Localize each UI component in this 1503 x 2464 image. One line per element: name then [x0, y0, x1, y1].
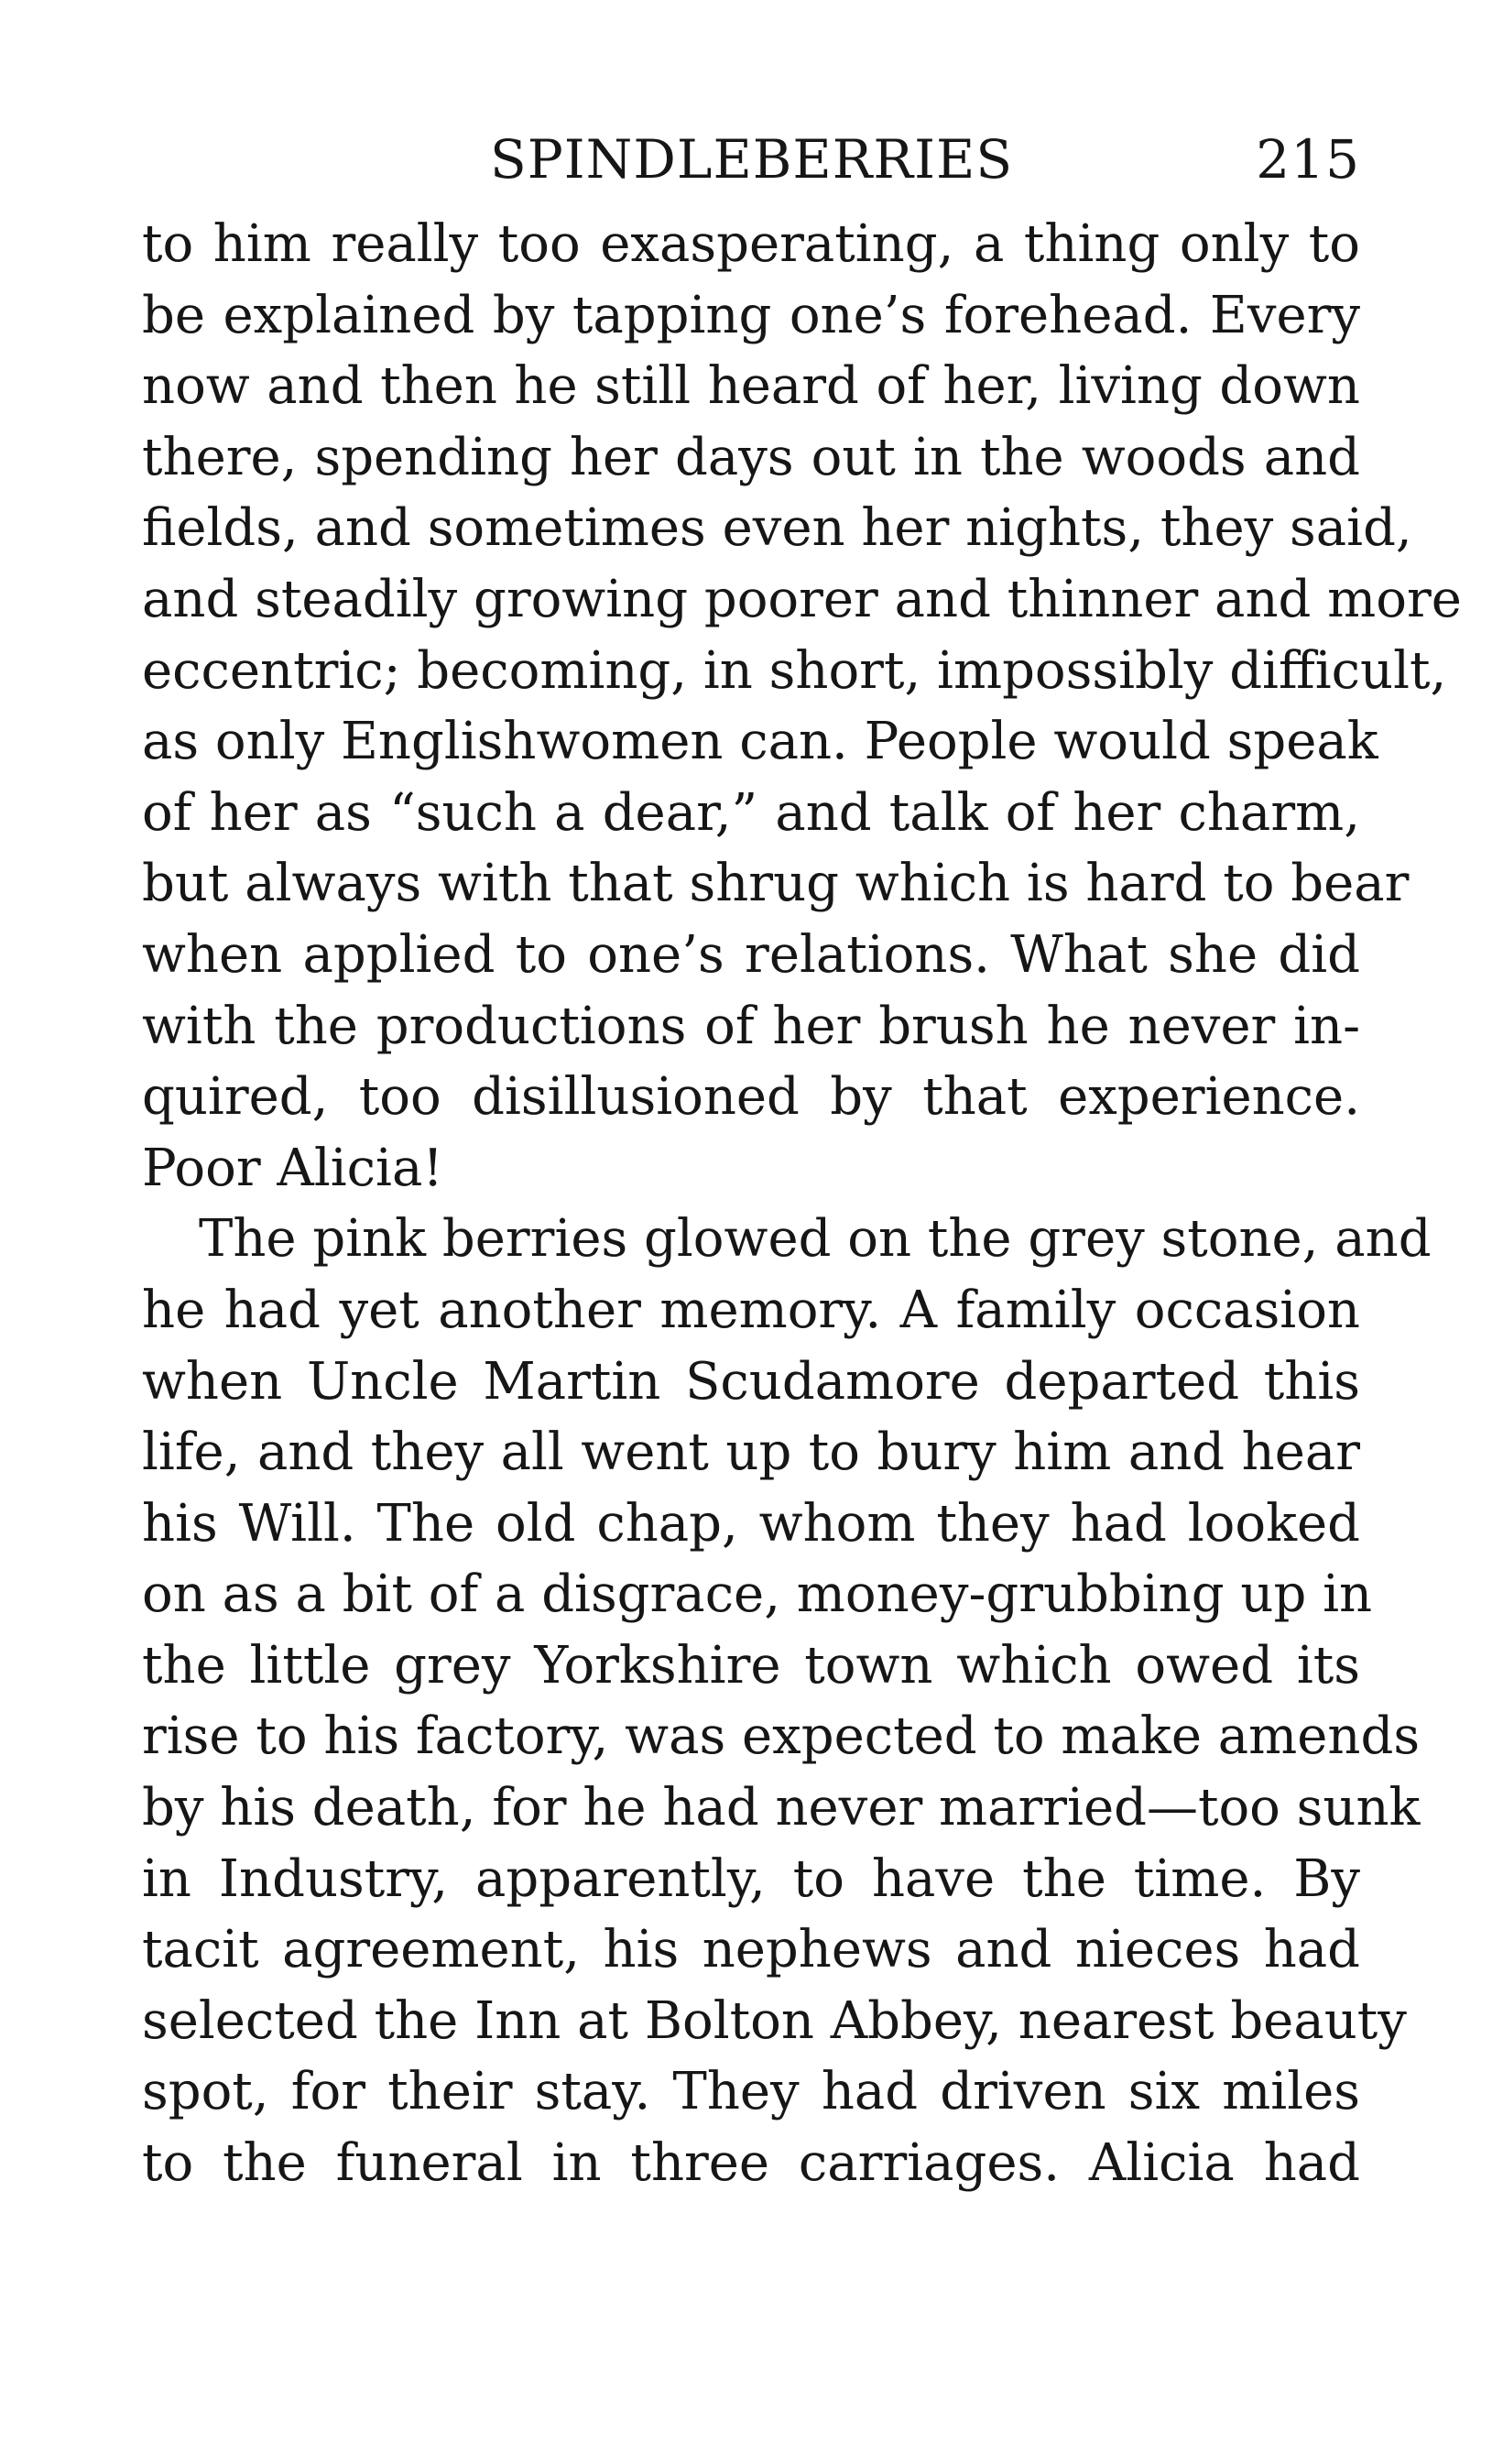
text-line: rise to his factory, was expected to make amends — [142, 1706, 1421, 1767]
running-title: SPINDLEBERRIES — [490, 128, 1014, 191]
text-line: the little grey Yorkshire town which owed its — [142, 1635, 1360, 1695]
text-line: selected the Inn at Bolton Abbey, nearest beauty — [142, 1990, 1407, 2051]
running-head — [142, 128, 1360, 209]
page-number: 215 — [1256, 128, 1360, 191]
text-line: with the productions of her brush he never in- — [142, 996, 1360, 1056]
text-line: as only Englishwomen can. People would speak — [142, 712, 1378, 772]
paragraph-2 — [142, 1204, 1432, 2198]
text-line: when applied to one’s relations. What she did — [142, 924, 1360, 985]
text-line: spot, for their stay. They had driven six miles — [142, 2062, 1360, 2122]
text-line: and steadily growing poorer and thinner and more — [142, 569, 1462, 629]
text-line: in Industry, apparently, to have the time. By — [142, 1848, 1360, 1909]
text-line: now and then he still heard of her, living down — [142, 356, 1360, 417]
paragraph-1 — [142, 209, 1462, 1204]
text-line: but always with that shrug which is hard to bear — [142, 854, 1410, 914]
text-line: The pink berries glowed on the grey stone, and — [199, 1209, 1432, 1270]
text-line: fields, and sometimes even her nights, they said, — [142, 498, 1412, 559]
text-line: on as a bit of a disgrace, money-grubbing up in — [142, 1565, 1373, 1625]
text-line: there, spending her days out in the woods and — [142, 427, 1360, 487]
text-line: of her as “such a dear,” and talk of her charm, — [142, 782, 1360, 843]
text-line: to him really too exasperating, a thing only to — [142, 214, 1360, 274]
book-page — [142, 128, 1462, 2199]
text-line: his Will. The old chap, whom they had looked — [142, 1493, 1360, 1554]
text-line: quired, too disillusioned by that experience. — [142, 1067, 1360, 1128]
text-line: eccentric; becoming, in short, impossibly difficult, — [142, 640, 1447, 701]
text-line: Poor Alicia! — [142, 1138, 443, 1198]
text-line: tacit agreement, his nephews and nieces had — [142, 1920, 1360, 1980]
text-line: be explained by tapping one’s forehead. Every — [142, 285, 1360, 345]
text-line: he had yet another memory. A family occasion — [142, 1280, 1360, 1340]
text-line: by his death, for he had never married—too sunk — [142, 1778, 1421, 1838]
text-line: to the funeral in three carriages. Alicia had — [142, 2133, 1360, 2194]
text-line: life, and they all went up to bury him and hear — [142, 1423, 1360, 1483]
text-line: when Uncle Martin Scudamore departed this — [142, 1351, 1360, 1412]
